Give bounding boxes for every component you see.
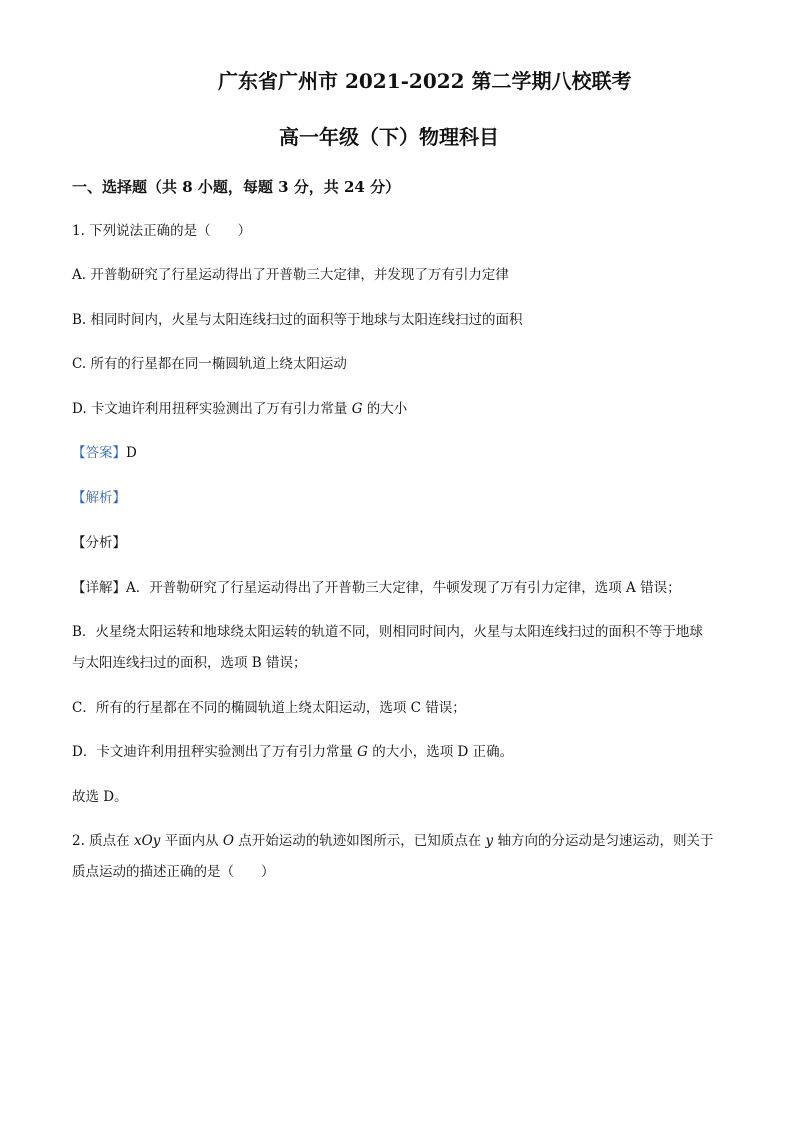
q2-var-xoy: xOy — [133, 833, 161, 849]
question-1-option-b: B. 相同时间内，火星与太阳连线扫过的面积等于地球与太阳连线扫过的面积 — [72, 312, 523, 328]
conclusion: 故选 D。 — [72, 789, 128, 805]
question-1-option-d — [72, 399, 407, 419]
option-d-prefix: D. 卡文迪许利用扭秤实验测出了万有引力常量 — [72, 401, 352, 417]
q2-var-o: O — [222, 833, 234, 849]
detail-d — [72, 742, 513, 762]
q2-var-y: y — [485, 833, 494, 849]
detail-a — [72, 578, 681, 598]
page-title: 广东省广州市 2021-2022 第二学期八校联考 — [218, 69, 632, 93]
question-2-line1 — [72, 831, 713, 851]
analysis-label: 【解析】 — [72, 490, 126, 506]
detail-d-var: G — [357, 744, 368, 760]
page-subtitle: 高一年级（下）物理科目 — [279, 125, 499, 149]
q2-text-d: 轴方向的分运动是匀速运动，则关于 — [493, 833, 714, 849]
detail-label: 【详解】 — [72, 580, 126, 596]
question-1-option-a: A. 开普勒研究了行星运动得出了开普勒三大定律，并发现了万有引力定律 — [72, 267, 509, 283]
answer-label: 【答案】 — [72, 445, 126, 461]
answer-value: D — [126, 445, 137, 461]
q2-text-c: 点开始运动的轨迹如图所示，已知质点在 — [233, 833, 486, 849]
question-1-option-c: C. 所有的行星都在同一椭圆轨道上绕太阳运动 — [72, 356, 347, 372]
option-d-suffix: 的大小 — [362, 401, 408, 417]
detail-c: C．所有的行星都在不同的椭圆轨道上绕太阳运动，选项 C 错误； — [72, 700, 466, 716]
detail-b-line1: B．火星绕太阳运转和地球绕太阳运转的轨道不同，则相同时间内，火星与太阳连线扫过的面积不等于地球 — [72, 624, 703, 640]
section-heading: 一、选择题（共 8 小题，每题 3 分，共 24 分） — [72, 178, 401, 196]
answer-line — [72, 443, 137, 463]
detail-a-text: A．开普勒研究了行星运动得出了开普勒三大定律，牛顿发现了万有引力定律，选项 A 错误； — [126, 580, 681, 596]
question-2-line2: 质点运动的描述正确的是（ ） — [72, 864, 275, 880]
detail-d-suffix: 的大小，选项 D 正确。 — [367, 744, 514, 760]
option-d-var: G — [351, 401, 363, 417]
question-1-stem: 1. 下列说法正确的是（ ） — [72, 223, 252, 239]
q2-text-a: 2. 质点在 — [72, 833, 134, 849]
q2-text-b: 平面内从 — [160, 833, 223, 849]
fenxi-label: 【分析】 — [72, 535, 126, 551]
detail-b-line2: 与太阳连线扫过的面积，选项 B 错误； — [72, 655, 307, 671]
detail-d-prefix: D．卡文迪许利用扭秤实验测出了万有引力常量 — [72, 744, 358, 760]
